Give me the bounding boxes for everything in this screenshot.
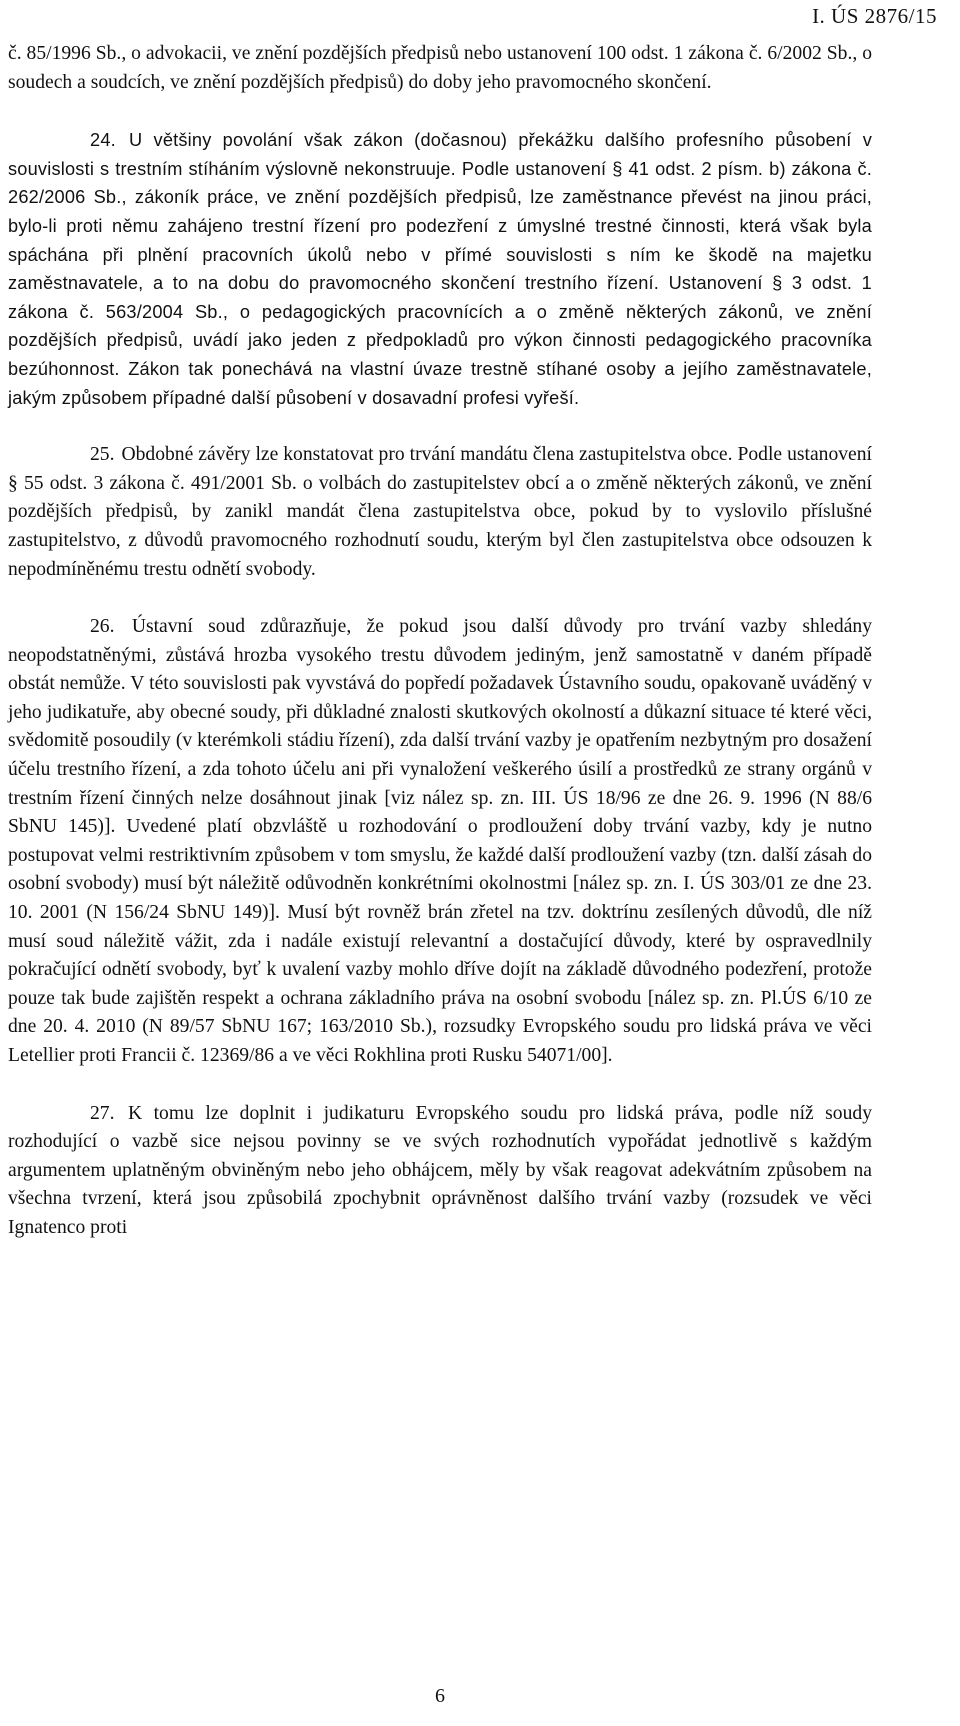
- paragraph-25: [8, 441, 872, 584]
- paragraph-number: 25.: [90, 444, 115, 466]
- page-number: 6: [435, 1685, 445, 1707]
- case-number-header: I. ÚS 2876/15: [812, 4, 937, 28]
- paragraph-text: U většiny povolání však zákon (dočasnou) překážku dalšího profesního působení v souvislosti s trestním stíháním výslovně nekonstruuje. Podle ustanovení § 41 odst. 2 písm. b) zákona č. 262/2006 Sb., zákoník práce, ve znění pozdějších předpisů, lze zaměstnance převést na jinou práci, bylo-li proti němu zahájeno trestní řízení pro podezření z úmyslné trestné činnosti, která však byla spáchána při plnění pracovních úkolů nebo v přímé souvislosti s ním ke škodě na majetku zaměstnavatele, a to na dobu do pravomocného skončení trestního řízení. Ustanovení § 3 odst. 1 zákona č. 563/2004 Sb., o pedagogických pracovnících a o změně některých zákonů, ve znění pozdějších předpisů, uvádí jako jeden z předpokladů pro výkon činnosti pedagogického pracovníka bezúhonnost. Zákon tak ponechává na vlastní úvaze trestně stíhané osoby a jejího zaměstnavatele, jakým způsobem případné další působení v dosavadní profesi vyřeší.: [8, 130, 872, 408]
- paragraph-number: 26.: [90, 616, 115, 638]
- paragraph-number: 24.: [90, 130, 116, 151]
- document-body: [8, 40, 872, 1272]
- paragraph-text: K tomu lze doplnit i judikaturu Evropského soudu pro lidská práva, podle níž soudy rozhodující o vazbě sice nejsou povinny se ve svých rozhodnutích vypořádat jednotlivě s každým argumentem uplatněným obviněným nebo jeho obhájcem, měly by však reagovat adekvátním způsobem na všechna tvrzení, která jsou způsobilá zpochybnit oprávněnost dalšího trvání vazby (rozsudek ve věci Ignatenco proti: [8, 1102, 872, 1238]
- paragraph-text: č. 85/1996 Sb., o advokacii, ve znění pozdějších předpisů nebo ustanovení 100 odst. 1 zákona č. 6/2002 Sb., o soudech a soudcích, ve znění pozdějších předpisů) do doby jeho pravomocného skončení.: [8, 43, 872, 93]
- paragraph-number: 27.: [90, 1102, 115, 1124]
- paragraph-continuation: [8, 40, 872, 97]
- paragraph-text: Ústavní soud zdůrazňuje, že pokud jsou další důvody pro trvání vazby shledány neopodstatněnými, zůstává hrozba vysokého trestu důvodem jediným, jenž samostatně v daném případě obstát nemůže. V této souvislosti pak vyvstává do popředí požadavek Ústavního soudu, opakovaně uváděný v jeho judikatuře, aby obecné soudy, při důkladné znalosti skutkových okolností a důkazní situace té které věci, svědomitě posoudily (v kterémkoli stádiu řízení), zda další trvání vazby je opatřením nezbytným pro dosažení účelu trestního řízení, a zda tohoto účelu ani při vynaložení veškerého úsilí a prostředků ze strany orgánů v trestním řízení činných nelze dosáhnout jinak [viz nález sp. zn. III. ÚS 18/96 ze dne 26. 9. 1996 (N 88/6 SbNU 145)]. Uvedené platí obzvláště u rozhodování o prodloužení doby trvání vazby, kdy je nutno postupovat velmi restriktivním způsobem v tom smyslu, že každé další prodloužení vazby (tzn. další zásah do osobní svobody) musí být náležitě odůvodněn konkrétními okolnostmi [nález sp. zn. I. ÚS 303/01 ze dne 23. 10. 2001 (N 156/24 SbNU 149)]. Musí být rovněž brán zřetel na tzv. doktrínu zesílených důvodů, dle níž musí soud náležitě vážit, zda i nadále existují relevantní a dostačující důvody, které by ospravedlnily pokračující odnětí svobody, byť k uvalení vazby mohlo dříve dojít na základě důvodného podezření, protože pouze tak bude zajištěn respekt a ochrana základního práva na osobní svobodu [nález sp. zn. Pl.ÚS 6/10 ze dne 20. 4. 2010 (N 89/57 SbNU 167; 163/2010 Sb.), rozsudky Evropského soudu pro lidská práva ve věci Letellier proti Francii č. 12369/86 a ve věci Rokhlina proti Rusku 54071/00].: [8, 616, 872, 1066]
- paragraph-24: [8, 126, 872, 412]
- paragraph-27: [8, 1100, 872, 1243]
- paragraph-text: Obdobné závěry lze konstatovat pro trvání mandátu člena zastupitelstva obce. Podle ustanovení § 55 odst. 3 zákona č. 491/2001 Sb. o volbách do zastupitelstev obcí a o změně některých zákonů, ve znění pozdějších předpisů, by zanikl mandát člena zastupitelstva obce, pokud by to vyslovilo příslušné zastupitelstvo, z důvodů pravomocného rozhodnutí soudu, kterým byl člen zastupitelstva obce odsouzen k nepodmíněnému trestu odnětí svobody.: [8, 444, 872, 580]
- paragraph-26: [8, 613, 872, 1071]
